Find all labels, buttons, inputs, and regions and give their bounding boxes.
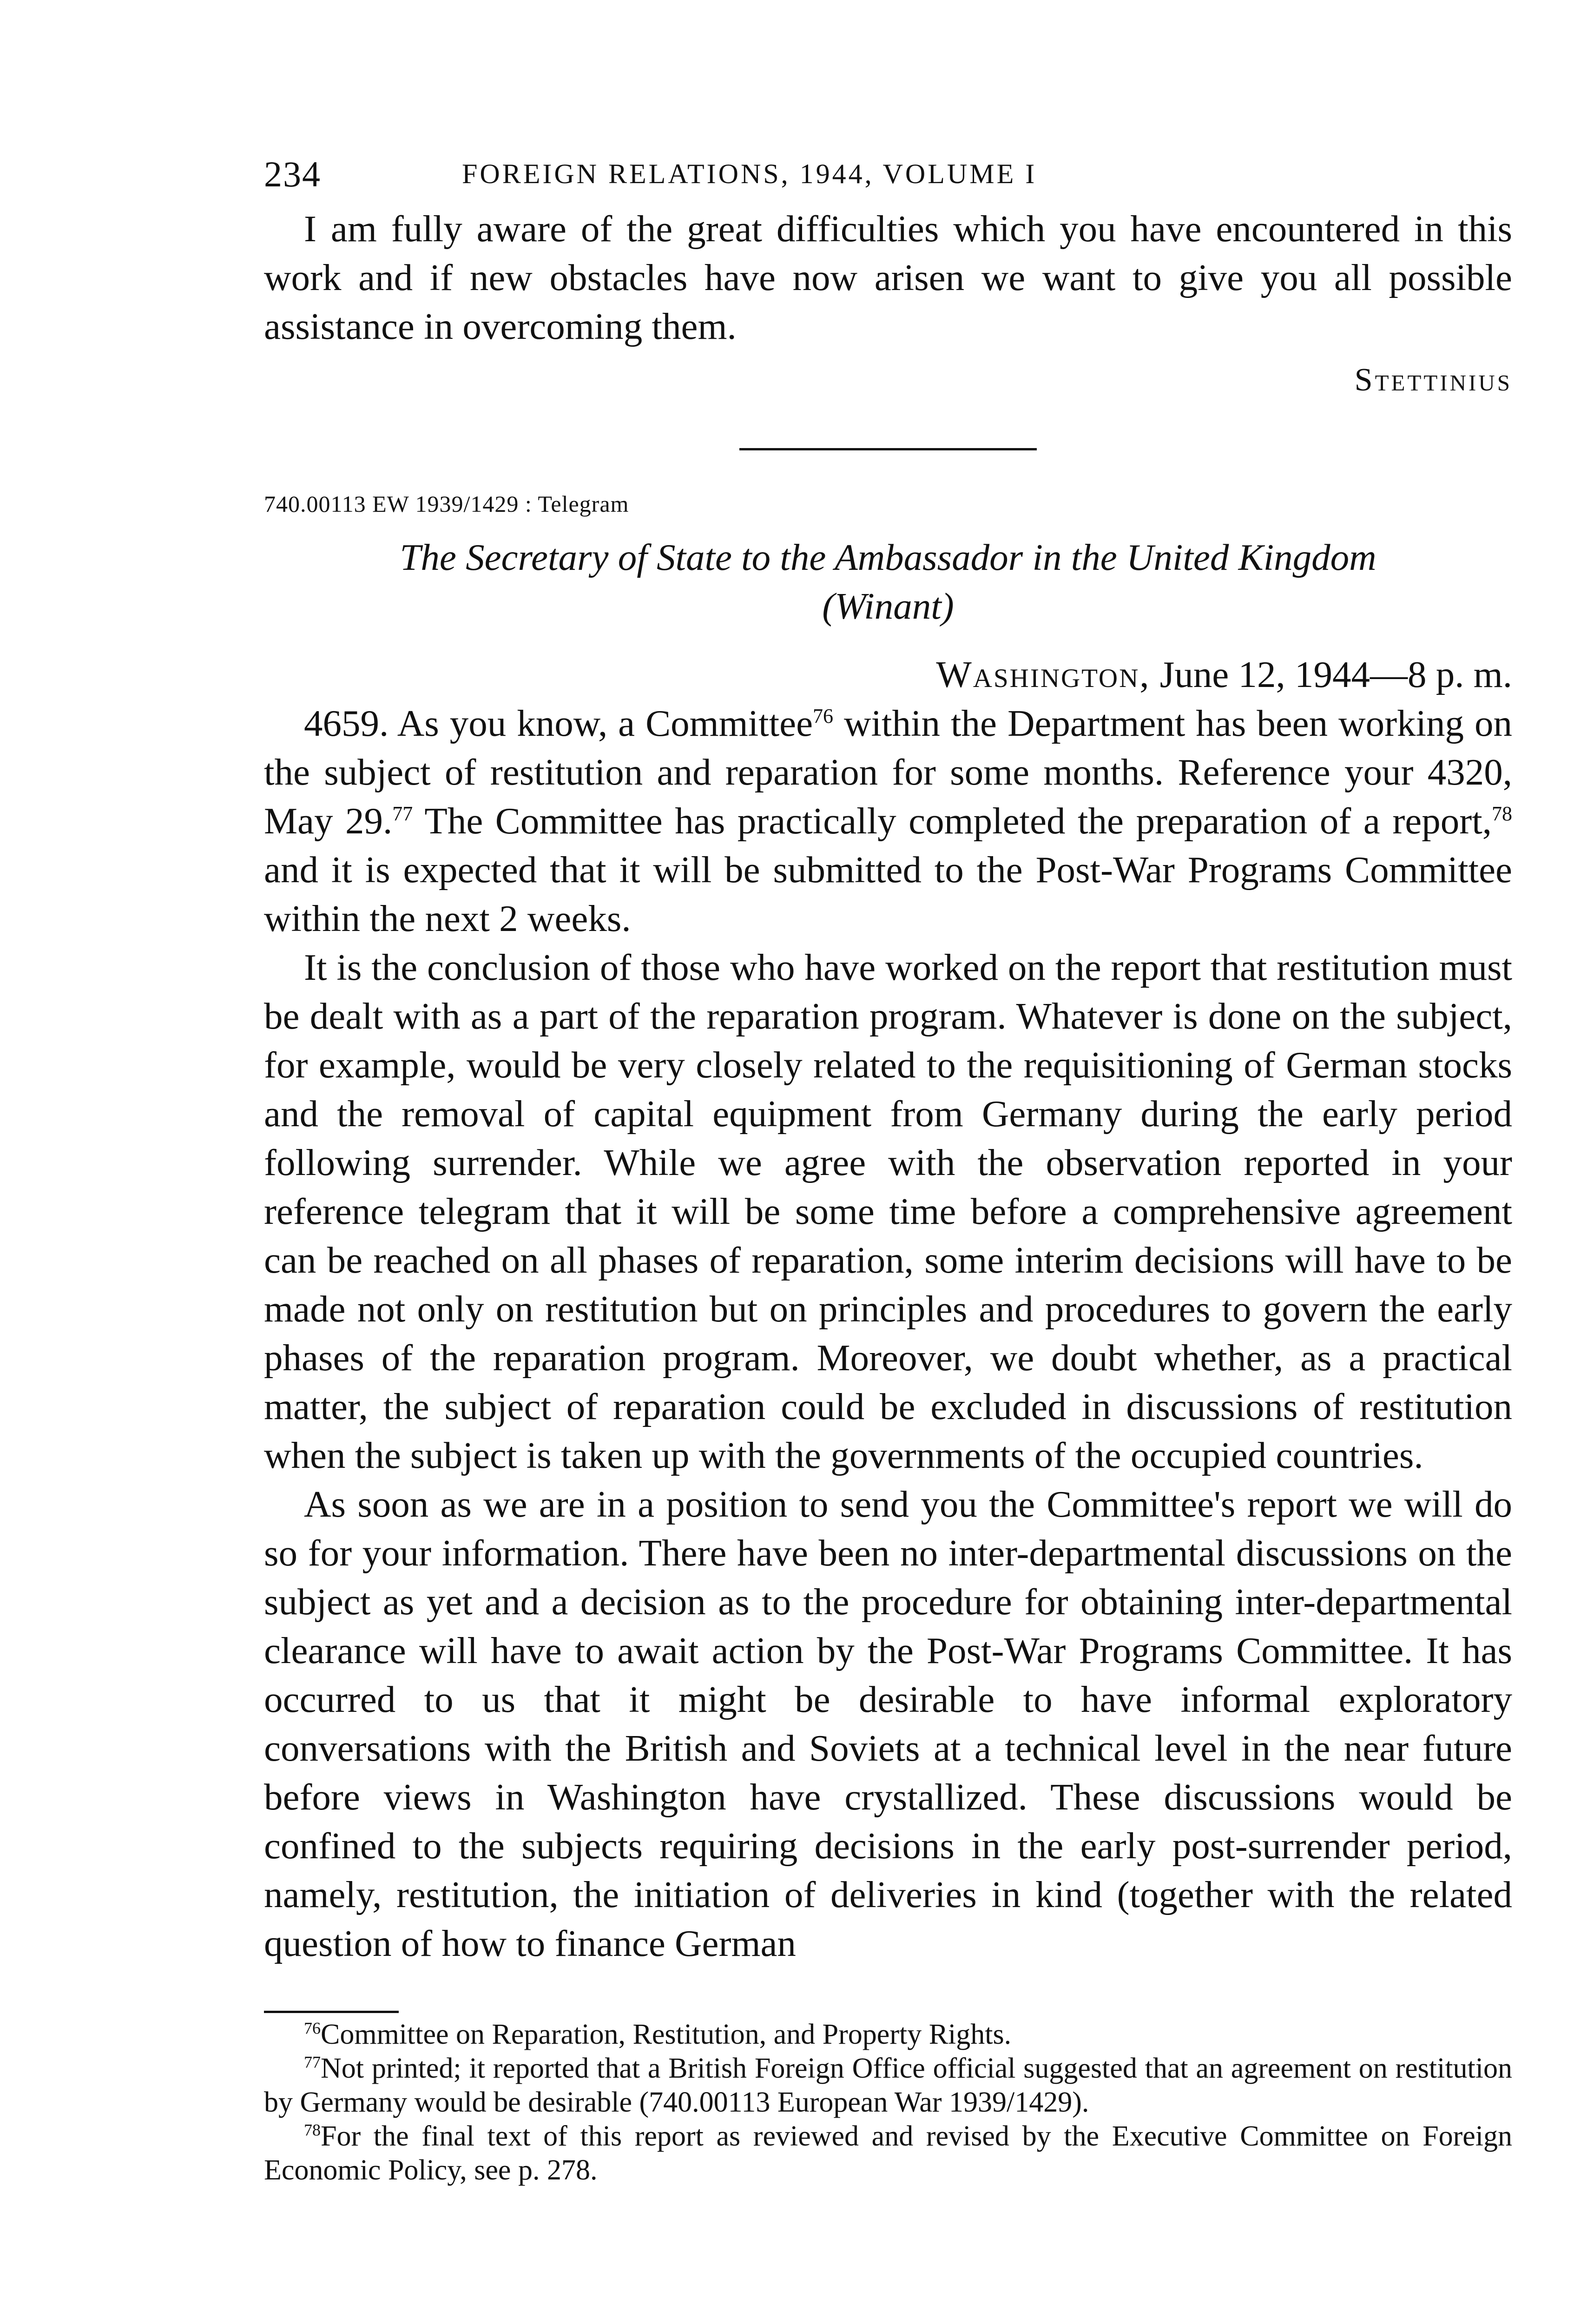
- paragraph-3: As soon as we are in a position to send you the Committee's report we will do so for your information. There have been no inter-departmental discussions on the subject as yet and a decision as to the procedure for obtaining inter-departmental clearance will have to await action by the Post-War Programs Committee. It has occurred to us that it might be desirable to have informal exploratory conversations with the British and Soviets at a technical level in the near future before views in Washington have crystallized. These discussions would be confined to the subjects requiring decisions in the early post-surrender period, namely, restitution, the initiation of deliveries in kind (together with the related question of how to finance German: [264, 1483, 1512, 1964]
- footnote-ref-77: 77: [392, 802, 413, 825]
- footnote-text: Not printed; it reported that a British Foreign Office official suggested that an agreement on restitution by Germany would be desirable (740.00113 European War 1939/1429).: [264, 2053, 1512, 2118]
- signature: Stettinius: [1354, 362, 1512, 398]
- footnote-ref-76: 76: [813, 705, 834, 727]
- paragraph-1-part-d: and it is expected that it will be submitted to the Post-War Programs Committee within the next 2 weeks.: [264, 849, 1512, 939]
- footnote-78: [264, 2119, 1512, 2187]
- document-title-line-1: The Secretary of State to the Ambassador in the United Kingdom: [400, 536, 1376, 578]
- dateline-date: June 12, 1944—8 p. m.: [1159, 654, 1512, 695]
- paragraph-1-part-a: 4659. As you know, a Committee: [304, 702, 813, 744]
- footnote-76: [264, 2018, 1512, 2052]
- footnote-divider: [264, 2011, 399, 2013]
- paragraph-2: It is the conclusion of those who have worked on the report that restitution must be dealt with as a part of the reparation program. Whatever is done on the subject, for example, would be very closely related to the requisitioning of German stocks and the removal of capital equipment from Germany during the early period following surrender. While we agree with the observation reported in your reference telegram that it will be some time before a comprehensive agreement can be reached on all phases of reparation, some interim decisions will have to be made not only on restitution but on principles and procedures to govern the early phases of the reparation program. Moreover, we doubt whether, as a practical matter, the subject of reparation could be excluded in discussions of restitution when the subject is taken up with the governments of the occupied countries.: [264, 946, 1512, 1476]
- footnote-number: 77: [304, 2053, 321, 2072]
- dateline: [264, 650, 1512, 699]
- document-title-line-2: (Winant): [822, 585, 954, 627]
- page-number: 234: [264, 154, 321, 194]
- footnotes: [264, 2018, 1512, 2187]
- footnote-text: For the final text of this report as reviewed and revised by the Executive Committee on Foreign Economic Policy, see p. 278.: [264, 2120, 1512, 2186]
- document-page: [264, 153, 1512, 2187]
- footnote-77: [264, 2052, 1512, 2119]
- running-head: [264, 153, 1512, 205]
- intro-paragraph: I am fully aware of the great difficulties which you have encountered in this work and if new obstacles have now arisen we want to give you all possible assistance in overcoming them.: [264, 208, 1512, 347]
- running-title: FOREIGN RELATIONS, 1944, VOLUME I: [462, 158, 1037, 189]
- dateline-place: Washington,: [936, 654, 1151, 695]
- footnote-number: 78: [304, 2120, 321, 2139]
- paragraph-1: [264, 699, 1512, 943]
- footnote-text: Committee on Reparation, Restitution, and Property Rights.: [321, 2019, 1012, 2050]
- file-reference: 740.00113 EW 1939/1429 : Telegram: [264, 491, 629, 517]
- section-divider: [739, 448, 1037, 450]
- footnote-number: 76: [304, 2019, 321, 2038]
- paragraph-1-part-c: The Committee has practically completed the preparation of a report,: [424, 800, 1492, 842]
- paragraph-1-part-b: within the Department has been working on the subject of restitution and reparation for some months. Reference your 4320, May 29.: [264, 702, 1513, 842]
- document-title: [264, 533, 1512, 631]
- footnote-ref-78: 78: [1492, 802, 1512, 825]
